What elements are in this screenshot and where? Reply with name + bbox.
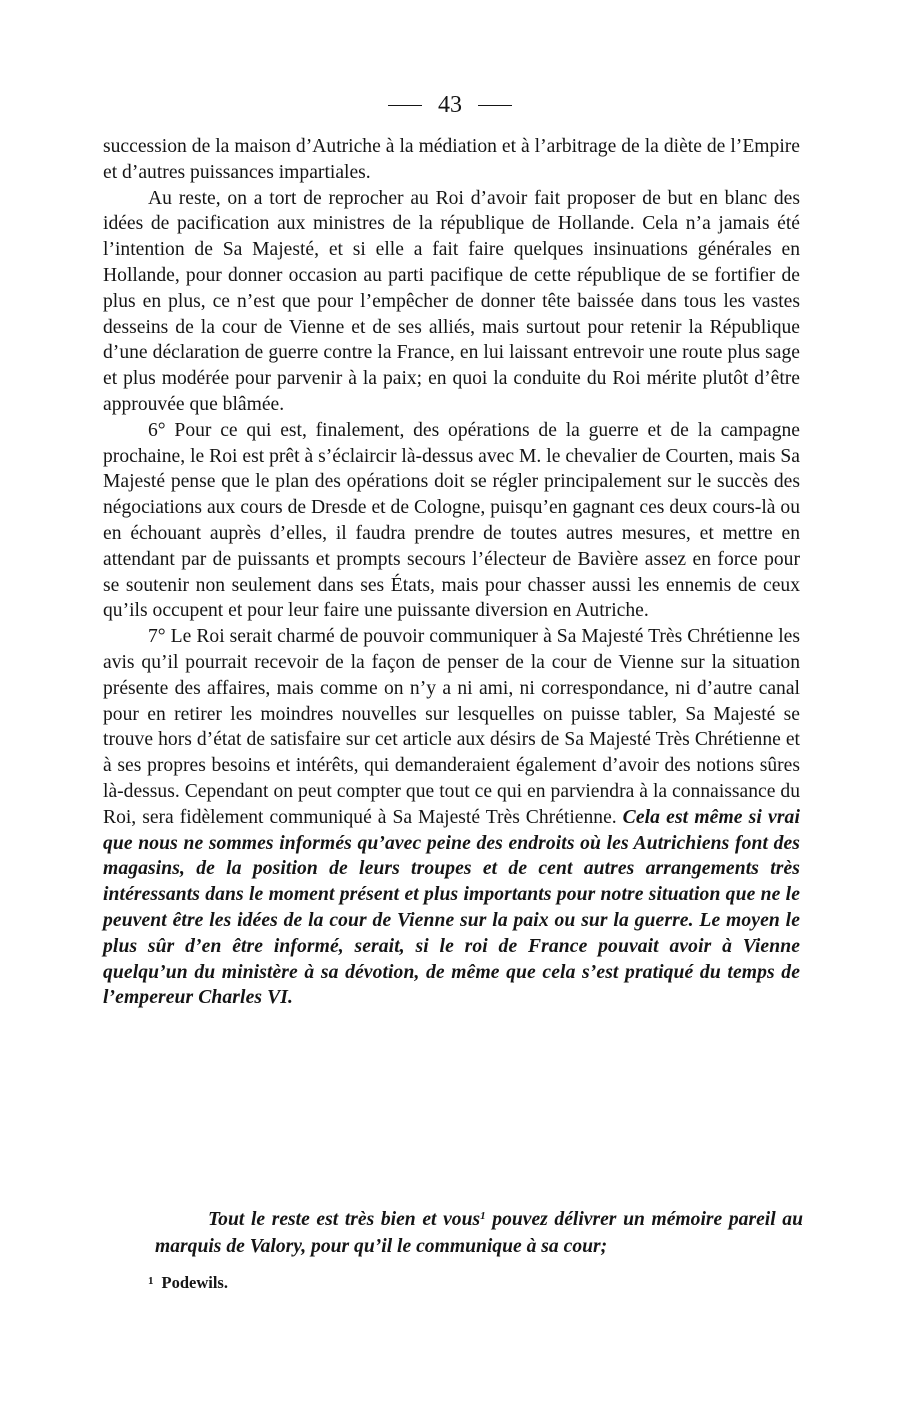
header-rule-right [478, 105, 512, 106]
annotation-text-end: pouvez délivrer un mémoire pareil au marquis de Valory, pour qu’il le communique à sa cour; [155, 1209, 803, 1257]
header-rule-left [388, 105, 422, 106]
annotation-text-start: Tout le reste est très bien et vous [208, 1209, 481, 1230]
paragraph-au-reste: Au reste, on a tort de reprocher au Roi d’avoir fait proposer de but en blanc des idées de pacification aux ministres de la république de Hollande. Cela n’a jamais été l’intention de Sa Majesté, et si elle a fait faire quelques insinuations générales en Hollande, pour donner occasion au parti pacifique de cette république de se fortifier de plus en plus, ce n’est que pour l’empêcher de donner tête baissée dans tous les vastes desseins de la cour de Vienne et de ses alliés, mais surtout pour retenir la République d’une déclaration de guerre contre la France, en lui laissant entrevoir une route plus sage et plus modérée pour parvenir à la paix; en quoi la conduite du Roi mérite plutôt d’être approuvée que blâmée. [103, 187, 800, 415]
footnote-text: Podewils. [161, 1273, 228, 1292]
page-number: 43 [438, 91, 462, 118]
footnote-reference: 1 [480, 1210, 486, 1222]
royal-annotation [155, 1206, 803, 1260]
paragraph-point-7 [103, 624, 800, 1011]
paragraph-continuation: succession de la maison d’Autriche à la médiation et à l’arbitrage de la diète de l’Empire et d’autres puissances impartiales. [103, 136, 800, 183]
paragraph-point-6: 6° Pour ce qui est, finalement, des opérations de la guerre et de la campagne prochaine, le Roi est prêt à s’éclaircir là-dessus avec M. le chevalier de Courten, mais Sa Majesté pense que le plan des opérations doit se régler principalement sur le succès des négociations aux cours de Dresde et de Cologne, puisqu’en gagnant ces deux cours-là ou en échouant auprès d’elles, il faudra prendre de toutes autres mesures, et mettre en attendant par de puissants et prompts secours l’électeur de Bavière assez en force pour se soutenir non seulement dans ses États, mais pour chasser aussi les ennemis de ceux qu’ils occupent et pour leur faire une puissante diversion en Autriche. [103, 419, 800, 622]
page-header [0, 88, 900, 122]
footnote [148, 1270, 228, 1294]
paragraph-point-7-italic: Cela est même si vrai que nous ne sommes informés qu’avec peine des endroits où les Autrichiens font des magasins, de la position de leurs troupes et de cent autres arrangements très intéressants dans le moment présent et plus importants pour notre situation que ne le peuvent être les idées de la cour de Vienne sur la paix ou sur la guerre. Le moyen le plus sûr d’en être informé, serait, si le roi de France pouvait avoir à Vienne quelqu’un du ministère à sa dévotion, de même que cela s’est pratiqué du temps de l’empereur Charles VI. [103, 806, 800, 1009]
paragraph-point-7-roman: 7° Le Roi serait charmé de pouvoir communiquer à Sa Majesté Très Chrétienne les avis qu’il pourrait recevoir de la façon de penser de la cour de Vienne sur la situation présente des affaires, mais comme on n’y a ni ami, ni correspondance, ni d’autre canal pour en retirer les moindres nouvelles sur lesquelles on puisse tabler, Sa Majesté se trouve hors d’état de satisfaire sur cet article aux désirs de Sa Majesté Très Chrétienne et à ses propres besoins et intérêts, qui demanderaient également d’avoir des notions sûres là-dessus. Cependant on peut compter que tout ce qui en parviendra à la connaissance du Roi, sera fidèlement communiqué à Sa Majesté Très Chrétienne. [103, 626, 800, 828]
body-text [103, 134, 800, 1011]
footnote-mark: 1 [148, 1275, 154, 1287]
